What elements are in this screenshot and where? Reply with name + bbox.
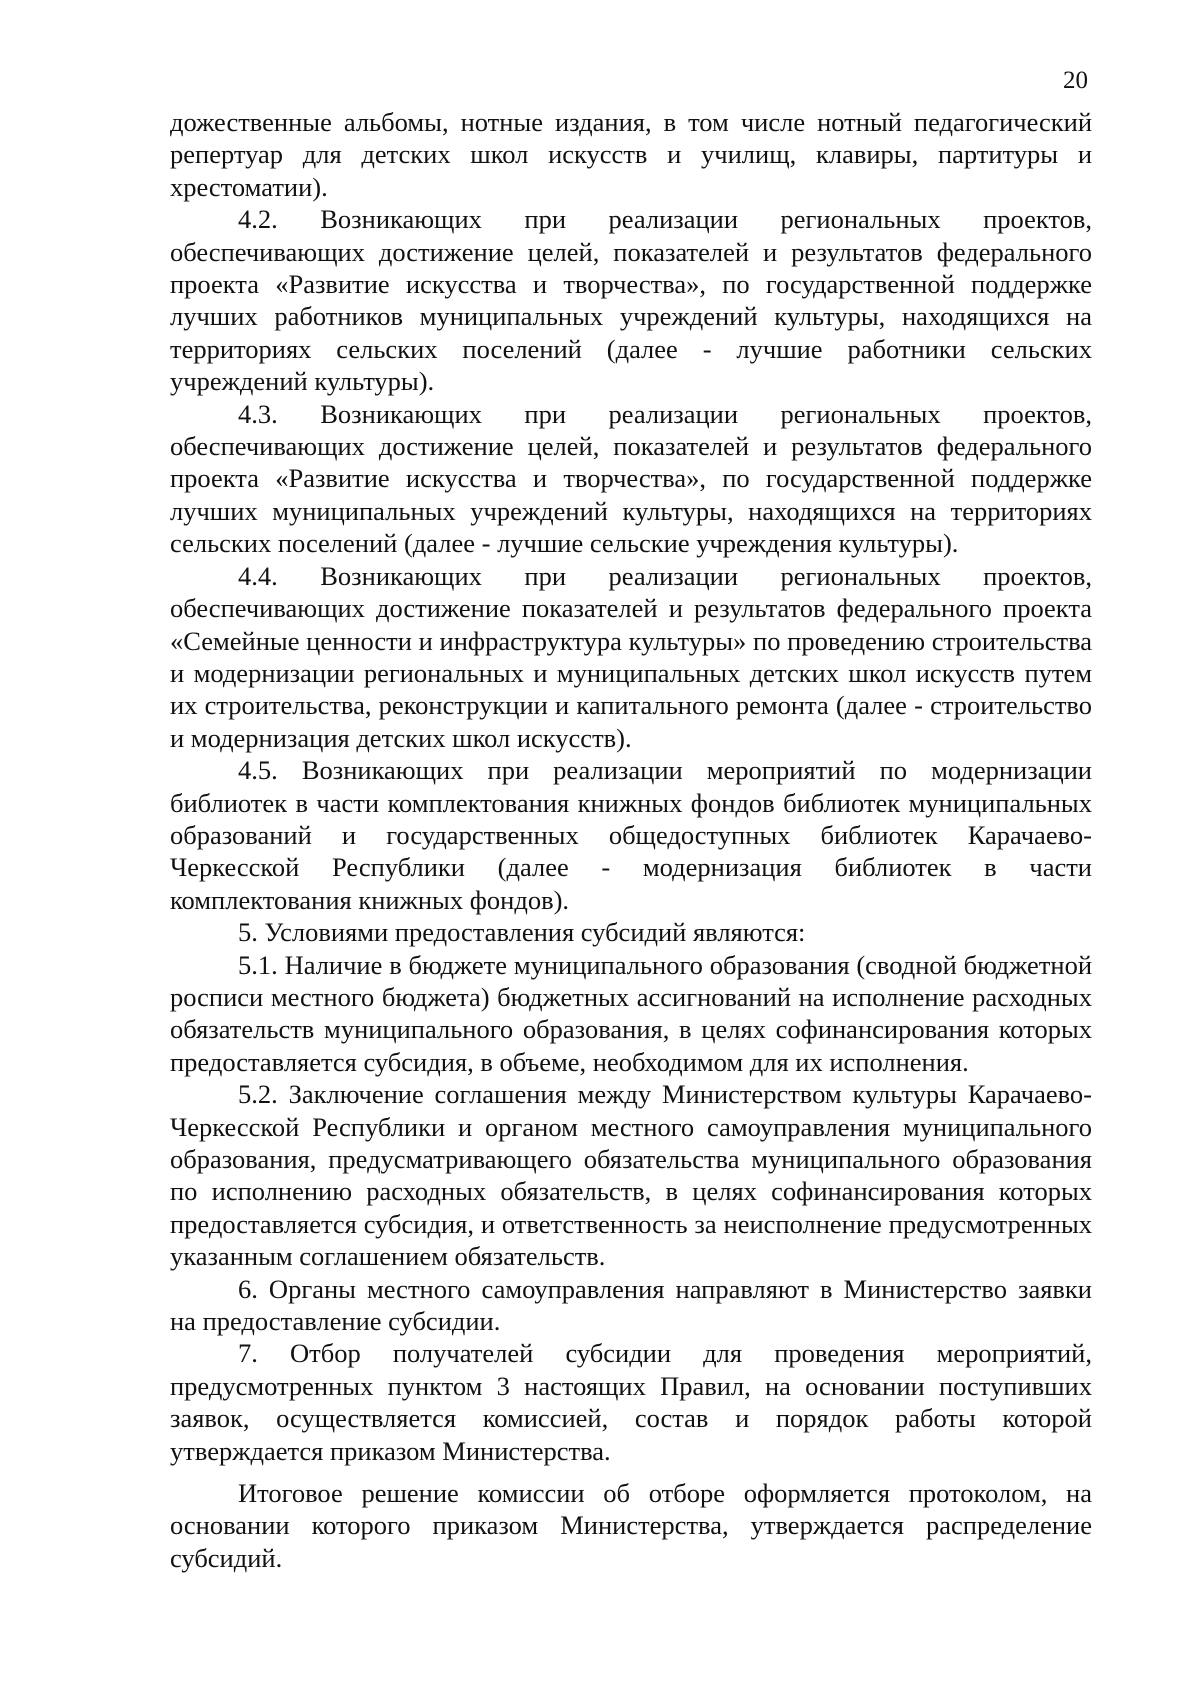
paragraph-4-4: 4.4. Возникающих при реализации региональных проектов, обеспечивающих достижение показателей и результатов федерального проекта «Семейные ценности и инфраструктура культуры» по проведению строительства и модернизации региональных и муниципальных детских школ искусств путем их строительства, реконструкции и капитального ремонта (далее - строительство и модернизация детских школ искусств). (170, 560, 1092, 753)
paragraph-5-2: 5.2. Заключение соглашения между Министерством культуры Карачаево-Черкесской Республики и органом местного самоуправления муниципального образования, предусматривающего обязательства муниципального образования по исполнению расходных обязательств, в целях софинансирования которых предоставляется субсидия, и ответственность за неисполнение предусмотренных указанным соглашением обязательств. (170, 1079, 1092, 1272)
paragraph-5-1: 5.1. Наличие в бюджете муниципального образования (сводной бюджетной росписи местного бюджета) бюджетных ассигнований на исполнение расходных обязательств муниципального образования, в целях софинансирования которых предоставляется субсидия, в объеме, необходимом для их исполнения. (170, 949, 1092, 1077)
paragraph-4-3: 4.3. Возникающих при реализации региональных проектов, обеспечивающих достижение целей, показателей и результатов федерального проекта «Развитие искусства и творчества», по государственной поддержке лучших муниципальных учреждений культуры, находящихся на территориях сельских поселений (далее - лучшие сельские учреждения культуры). (170, 398, 1092, 559)
page-number: 20 (1063, 67, 1088, 94)
paragraph-6: 6. Органы местного самоуправления направляют в Министерство заявки на предоставление субсидии. (170, 1273, 1092, 1337)
paragraph-5: 5. Условиями предоставления субсидий являются: (238, 917, 806, 948)
paragraph-final-decision: Итоговое решение комиссии об отборе оформляется протоколом, на основании которого приказом Министерства, утверждается распределение субсидий. (170, 1478, 1092, 1573)
paragraph-continuation: дожественные альбомы, нотные издания, в том числе нотный педагогический репертуар для детских школ искусств и училищ, клавиры, партитуры и хрестоматии). (170, 107, 1092, 202)
document-body (170, 106, 1092, 1574)
paragraph-4-2: 4.2. Возникающих при реализации региональных проектов, обеспечивающих достижение целей, показателей и результатов федерального проекта «Развитие искусства и творчества», по государственной поддержке лучших работников муниципальных учреждений культуры, находящихся на территориях сельских поселений (далее - лучшие работники сельских учреждений культуры). (170, 204, 1092, 397)
paragraph-7: 7. Отбор получателей субсидии для проведения мероприятий, предусмотренных пунктом 3 настоящих Правил, на основании поступивших заявок, осуществляется комиссией, состав и порядок работы которой утверждается приказом Министерства. (170, 1338, 1092, 1466)
paragraph-4-5: 4.5. Возникающих при реализации мероприятий по модернизации библиотек в части комплектования книжных фондов библиотек муниципальных образований и государственных общедоступных библиотек Карачаево-Черкесской Республики (далее - модернизация библиотек в части комплектования книжных фондов). (170, 755, 1092, 915)
